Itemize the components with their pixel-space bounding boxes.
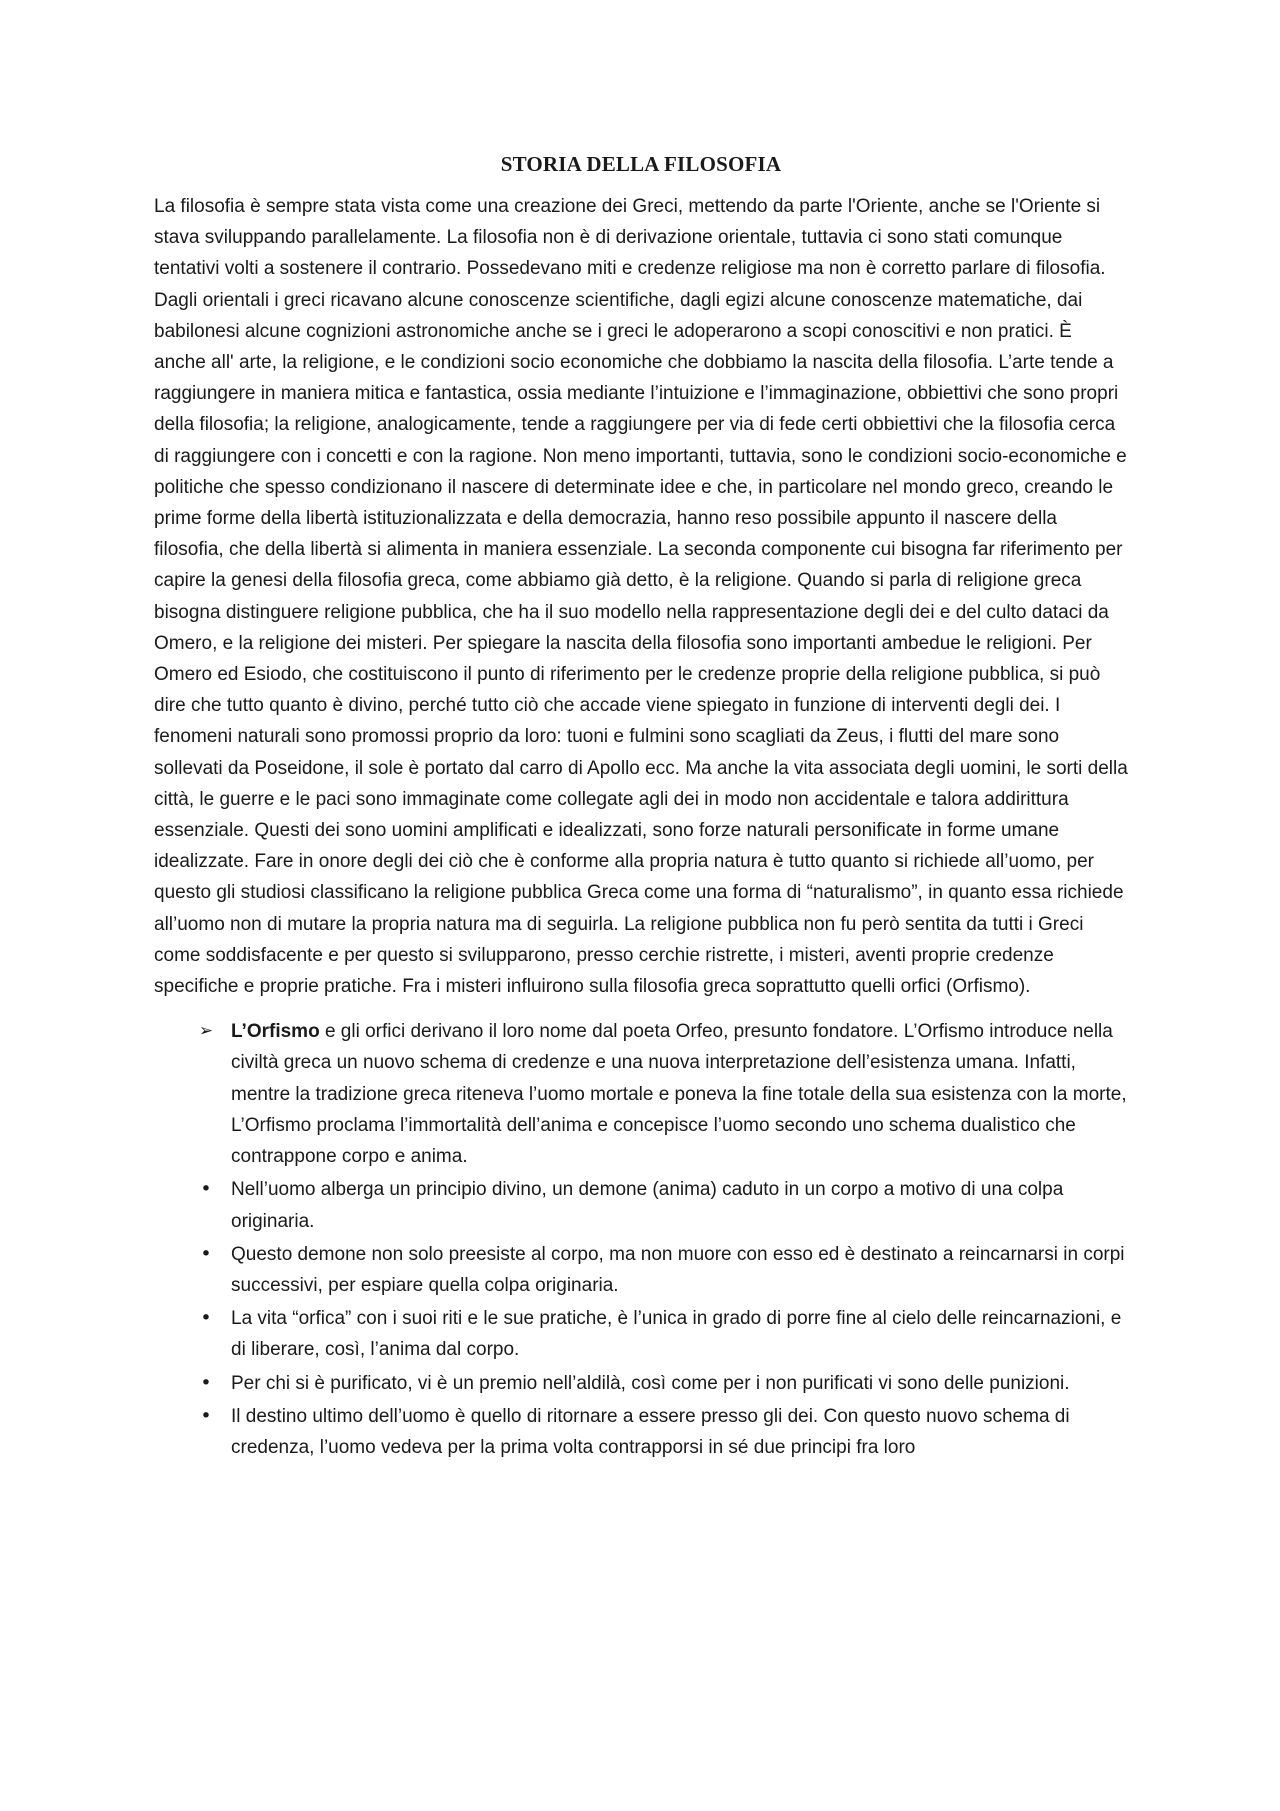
list-item xyxy=(154,1239,1128,1301)
list-item xyxy=(154,1174,1128,1236)
document-title: STORIA DELLA FILOSOFIA xyxy=(500,152,782,176)
list-item xyxy=(154,1368,1128,1399)
list-item xyxy=(154,1401,1128,1463)
bullet-dot-icon: • xyxy=(200,1178,212,1201)
list-item-text: Questo demone non solo preesiste al corpo, ma non muore con esso ed è destinato a reincarnarsi in corpi successivi, per espiare quella colpa originaria. xyxy=(231,1243,1125,1296)
orfismo-list xyxy=(154,1016,1128,1463)
bullet-dot-icon: • xyxy=(200,1404,212,1427)
bullet-dot-icon: • xyxy=(200,1371,212,1394)
list-item xyxy=(154,1303,1128,1365)
bullet-dot-icon: • xyxy=(200,1242,212,1265)
list-item xyxy=(154,1016,1128,1172)
list-item-bold-lead: L’Orfismo xyxy=(231,1021,320,1043)
list-item-text: Per chi si è purificato, vi è un premio nell’aldilà, così come per i non purificati vi sono delle punizioni. xyxy=(231,1372,1070,1394)
arrow-bullet-icon: ➢ xyxy=(198,1021,214,1042)
list-item-text: e gli orfici derivano il loro nome dal poeta Orfeo, presunto fondatore. L’Orfismo introduce nella civiltà greca un nuovo schema di credenze e una nuova interpretazione dell’esistenza umana. Infatti, mentre la tradizione greca riteneva l’uomo mortale e poneva la fine totale della sua esistenza con la morte, L’Orfismo proclama l’immortalità dell’anima e concepisce l’uomo secondo uno schema dualistico che contrappone corpo e anima. xyxy=(231,1021,1127,1168)
bullet-dot-icon: • xyxy=(200,1307,212,1330)
list-item-text: La vita “orfica” con i suoi riti e le sue pratiche, è l’unica in grado di porre fine al cielo delle reincarnazioni, e di liberare, così, l’anima dal corpo. xyxy=(231,1308,1122,1361)
list-item-text: Il destino ultimo dell’uomo è quello di ritornare a essere presso gli dei. Con questo nuovo schema di credenza, l’uomo vedeva per la prima volta contrapporsi in sé due principi fra loro xyxy=(231,1405,1070,1458)
document-page xyxy=(154,152,1128,1465)
intro-paragraph: La filosofia è sempre stata vista come una creazione dei Greci, mettendo da parte l'Oriente, anche se l'Oriente si stava sviluppando parallelamente. La filosofia non è di derivazione orientale, tuttavia ci sono stati comunque tentativi volti a sostenere il contrario. Possedevano miti e credenze religiose ma non è corretto parlare di filosofia. Dagli orientali i greci ricavano alcune conoscenze scientifiche, dagli egizi alcune conoscenze matematiche, dai babilonesi alcune cognizioni astronomiche anche se i greci le adoperarono a scopi conoscitivi e non pratici. È anche all' arte, la religione, e le condizioni socio economiche che dobbiamo la nascita della filosofia. L’arte tende a raggiungere in maniera mitica e fantastica, ossia mediante l’intuizione e l’immaginazione, obbiettivi che sono propri della filosofia; la religione, analogicamente, tende a raggiungere per via di fede certi obbiettivi che la filosofia cerca di raggiungere con i concetti e con la ragione. Non meno importanti, tuttavia, sono le condizioni socio-economiche e politiche che spesso condizionano il nascere di determinate idee e che, in particolare nel mondo greco, creando le prime forme della libertà istituzionalizzata e della democrazia, hanno reso possibile appunto il nascere della filosofia, che della libertà si alimenta in maniera essenziale. La seconda componente cui bisogna far riferimento per capire la genesi della filosofia greca, come abbiamo già detto, è la religione. Quando si parla di religione greca bisogna distinguere religione pubblica, che ha il suo modello nella rappresentazione degli dei e del culto dataci da Omero, e la religione dei misteri. Per spiegare la nascita della filosofia sono importanti ambedue le religioni. Per Omero ed Esiodo, che costituiscono il punto di riferimento per le credenze proprie della religione pubblica, si può dire che tutto quanto è divino, perché tutto ciò che accade viene spiegato in funzione di interventi degli dei. I fenomeni naturali sono promossi proprio da loro: tuoni e fulmini sono scagliati da Zeus, i flutti del mare sono sollevati da Poseidone, il sole è portato dal carro di Apollo ecc. Ma anche la vita associata degli uomini, le sorti della città, le guerre e le paci sono immaginate come collegate agli dei in modo non accidentale e talora addirittura essenziale. Questi dei sono uomini amplificati e idealizzati, sono forze naturali personificate in forme umane idealizzate. Fare in onore degli dei ciò che è conforme alla propria natura è tutto quanto si richiede all’uomo, per questo gli studiosi classificano la religione pubblica Greca come una forma di “naturalismo”, in quanto essa richiede all’uomo non di mutare la propria natura ma di seguirla. La religione pubblica non fu però sentita da tutti i Greci come soddisfacente e per questo si svilupparono, presso cerchie ristrette, i misteri, aventi proprie credenze specifiche e proprie pratiche. Fra i misteri influirono sulla filosofia greca soprattutto quelli orfici (Orfismo). xyxy=(154,196,1128,998)
list-item-text: Nell’uomo alberga un principio divino, un demone (anima) caduto in un corpo a motivo di una colpa originaria. xyxy=(231,1179,1064,1232)
